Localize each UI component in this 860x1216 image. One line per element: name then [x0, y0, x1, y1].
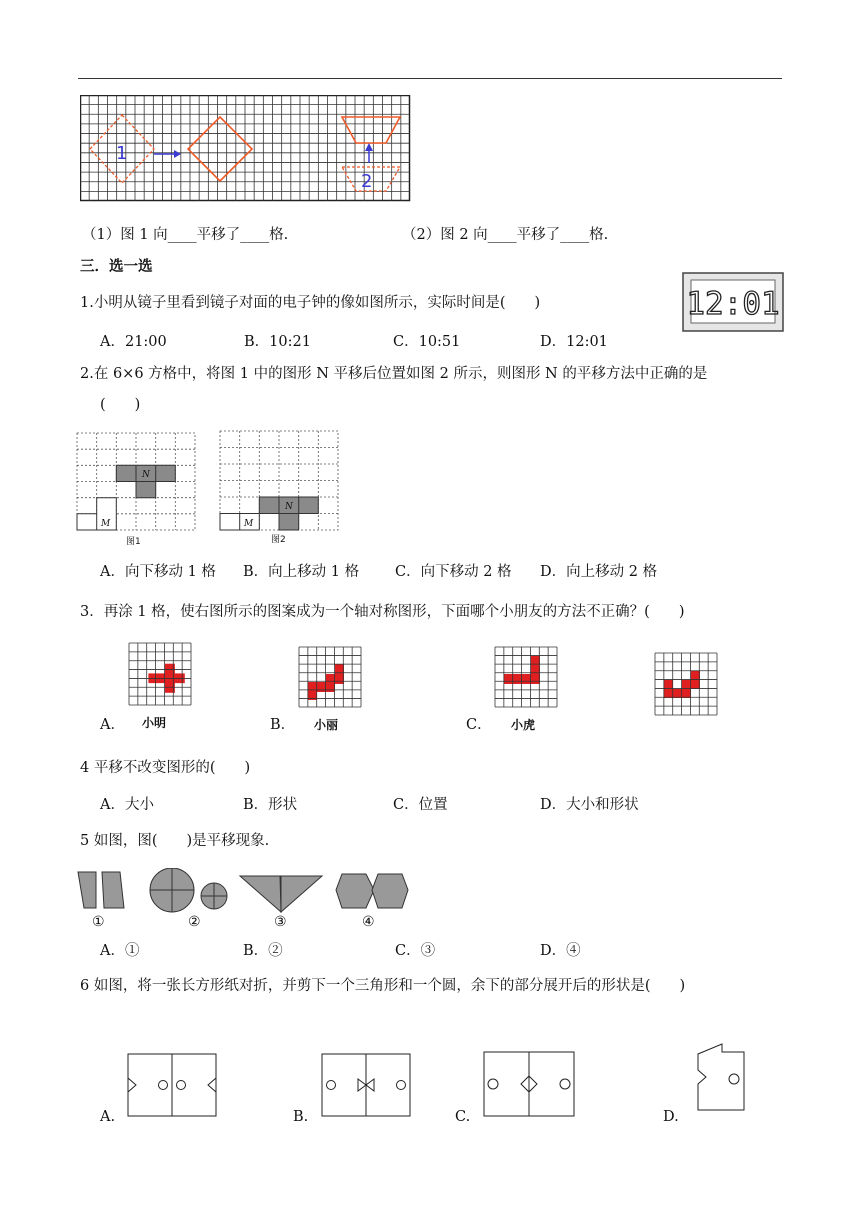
q3-name-xiaoming: 小明 [142, 716, 167, 730]
translation-grid-figure [80, 95, 412, 203]
q6-option-b[interactable]: B. [293, 1109, 309, 1125]
q3-name-xiaohu: 小虎 [511, 718, 536, 732]
fill-q1: （1）图 1 向____平移了____格. [82, 227, 289, 243]
q1-option-a[interactable]: A．21:00 [100, 334, 167, 350]
q2-option-d[interactable]: D．向上移动 2 格 [540, 564, 658, 580]
fill-q2: （2）图 2 向____平移了____格. [402, 227, 609, 243]
q2-figure-1 [76, 432, 200, 548]
q1-option-b[interactable]: B．10:21 [244, 334, 311, 350]
q5-stem: 5 如图，图( )是平移现象. [80, 833, 270, 849]
svg-text:1: 1 [116, 143, 128, 164]
q2-option-a[interactable]: A．向下移动 1 格 [100, 564, 216, 580]
q1-stem: 1.小明从镜子里看到镜子对面的电子钟的像如图所示，实际时间是( ) [80, 295, 541, 311]
q6-option-c-figure [480, 1048, 580, 1120]
q6-option-a-figure [124, 1050, 220, 1120]
svg-text:N: N [285, 502, 293, 512]
q1-option-c[interactable]: C．10:51 [393, 334, 461, 350]
svg-text:M: M [101, 519, 111, 529]
q4-stem: 4 平移不改变图形的( ) [80, 760, 251, 776]
svg-text:①: ① [92, 914, 105, 930]
q2-stem: 2.在 6×6 方格中，将图 1 中的图形 N 平移后位置如图 2 所示，则图形 N 的平移方法中正确的是 [80, 366, 708, 382]
svg-text:③: ③ [274, 914, 287, 930]
q6-option-c[interactable]: C. [455, 1109, 471, 1125]
q3-stem: 3．再涂 1 格，使右图所示的图案成为一个轴对称图形，下面哪个小朋友的方法不正确？( ) [80, 604, 685, 620]
svg-text:2: 2 [361, 171, 373, 192]
q4-option-c[interactable]: C．位置 [393, 797, 448, 813]
q3-option-a[interactable]: A． [100, 717, 125, 733]
q6-option-a[interactable]: A. [100, 1109, 116, 1125]
digital-clock-image [682, 272, 784, 332]
q3-grid-xiaohu [494, 646, 558, 708]
q6-option-d-figure [692, 1040, 750, 1116]
q3-grid-xiaoming [128, 642, 192, 706]
section-title: 三．选一选 [80, 258, 153, 275]
q3-option-c[interactable]: C． [466, 717, 492, 733]
svg-text:②: ② [188, 914, 201, 930]
q6-stem: 6 如图，将一张长方形纸对折，并剪下一个三角形和一个圆，余下的部分展开后的形状是( ) [80, 978, 686, 994]
q4-option-b[interactable]: B．形状 [243, 797, 298, 813]
svg-text:图1: 图1 [126, 537, 141, 547]
q6-option-d[interactable]: D. [663, 1109, 679, 1125]
header-rule [78, 78, 782, 79]
q3-grid-xiaoli [298, 646, 362, 708]
q5-option-a[interactable]: A．① [100, 943, 140, 959]
svg-text:M: M [244, 519, 254, 529]
q4-option-d[interactable]: D．大小和形状 [540, 797, 639, 813]
q1-option-d[interactable]: D．12:01 [540, 334, 608, 350]
svg-text:图2: 图2 [271, 535, 286, 545]
svg-text:N: N [142, 470, 150, 480]
q6-option-b-figure [318, 1050, 414, 1120]
q2-option-b[interactable]: B．向上移动 1 格 [243, 564, 360, 580]
q3-name-xiaoli: 小丽 [314, 718, 339, 732]
q5-option-b[interactable]: B．② [243, 943, 283, 959]
q2-figure-2 [219, 430, 341, 546]
svg-text:12:01: 12:01 [686, 286, 780, 322]
q4-option-a[interactable]: A．大小 [100, 797, 154, 813]
q3-option-b[interactable]: B． [270, 717, 296, 733]
q2-option-c[interactable]: C．向下移动 2 格 [395, 564, 512, 580]
svg-text:④: ④ [362, 914, 375, 930]
q3-grid-reference [654, 652, 718, 716]
q5-figures [76, 868, 416, 930]
q5-option-d[interactable]: D．④ [540, 943, 581, 959]
q2-stem-cont: ( ) [100, 397, 141, 413]
q5-option-c[interactable]: C．③ [395, 943, 436, 959]
